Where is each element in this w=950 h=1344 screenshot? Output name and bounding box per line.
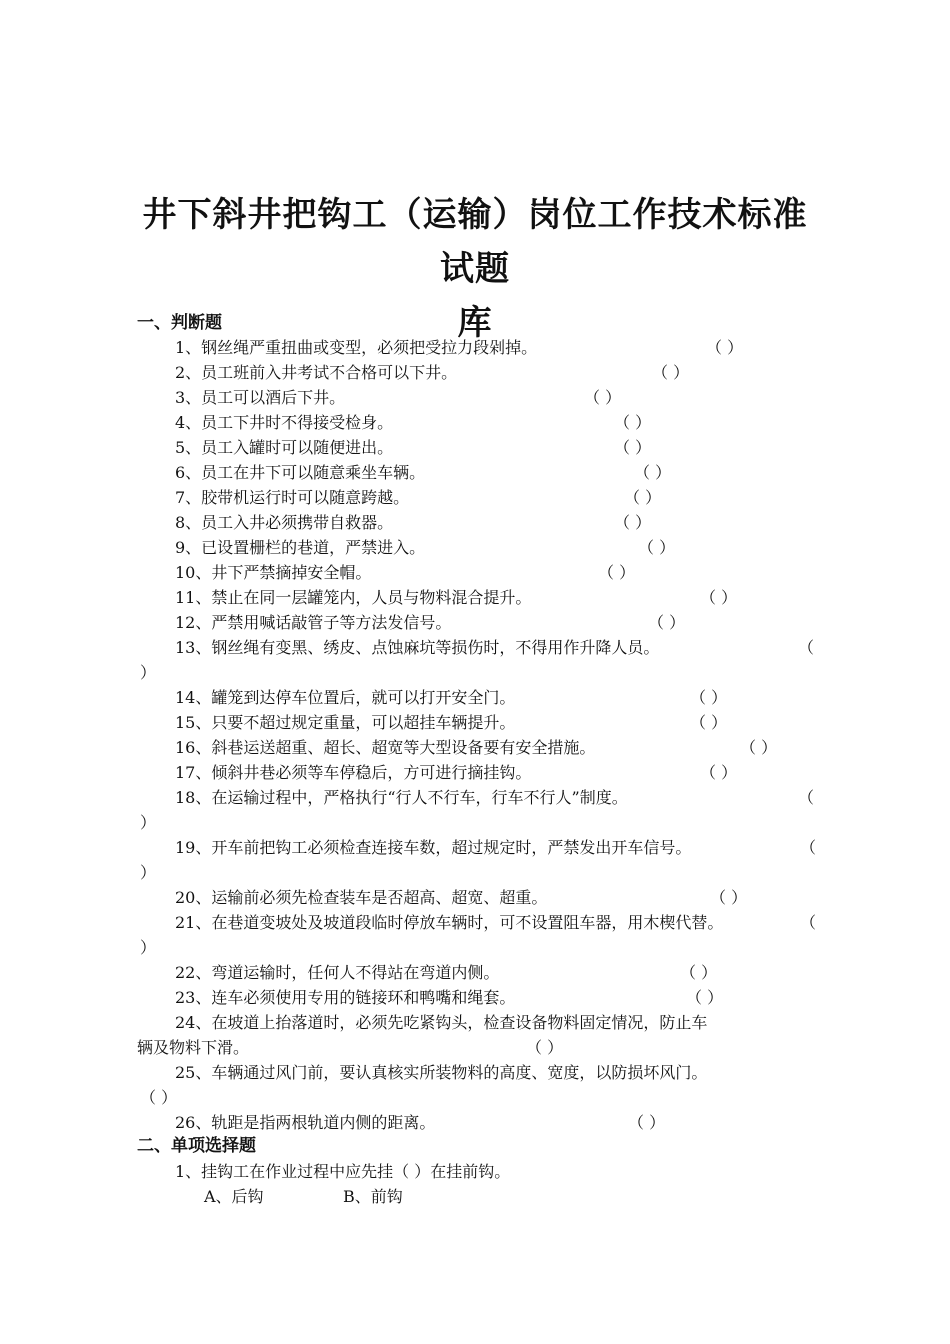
answer-blank-6: （ ） <box>634 463 672 482</box>
question-20: 20、运输前必须先检查装车是否超高、超宽、超重。 <box>175 888 548 907</box>
question-24-continuation: 辆及物料下滑。 <box>137 1038 250 1057</box>
answer-blank-2: （ ） <box>652 363 690 382</box>
choice-question-1: 1、挂钩工在作业过程中应先挂（ ）在挂前钩。 <box>175 1162 511 1181</box>
answer-blank-8: （ ） <box>614 513 652 532</box>
question-10: 10、井下严禁摘掉安全帽。 <box>175 563 372 582</box>
answer-blank-1: （ ） <box>706 338 744 357</box>
choice-option-b: B、前钩 <box>343 1187 403 1206</box>
answer-blank-16: （ ） <box>740 738 778 757</box>
question-12: 12、严禁用喊话敲管子等方法发信号。 <box>175 613 452 632</box>
question-26: 26、轨距是指两根轨道内侧的距离。 <box>175 1113 436 1132</box>
question-15: 15、只要不超过规定重量，可以超挂车辆提升。 <box>175 713 516 732</box>
question-6: 6、员工在井下可以随意乘坐车辆。 <box>175 463 426 482</box>
answer-blank-3: （ ） <box>584 388 622 407</box>
question-19: 19、开车前把钩工必须检查连接车数，超过规定时，严禁发出开车信号。 <box>175 838 692 857</box>
question-24: 24、在坡道上抬落道时，必须先吃紧钩头，检查设备物料固定情况，防止车 <box>175 1013 708 1032</box>
answer-blank-7: （ ） <box>624 488 662 507</box>
answer-blank-17: （ ） <box>700 763 738 782</box>
answer-blank-14: （ ） <box>690 688 728 707</box>
choice-option-a: A、后钩 <box>204 1187 264 1206</box>
answer-blank-18-close: ） <box>140 813 157 832</box>
section-heading-true-false: 一、判断题 <box>137 313 222 333</box>
question-5: 5、员工入罐时可以随便进出。 <box>175 438 394 457</box>
question-8: 8、员工入井必须携带自救器。 <box>175 513 394 532</box>
answer-blank-21-close: ） <box>140 938 157 957</box>
answer-blank-21-open: （ <box>800 913 817 932</box>
section-heading-single-choice: 二、单项选择题 <box>137 1136 256 1156</box>
answer-blank-9: （ ） <box>638 538 676 557</box>
answer-blank-19-close: ） <box>140 863 157 882</box>
answer-blank-15: （ ） <box>690 713 728 732</box>
question-3: 3、员工可以酒后下井。 <box>175 388 346 407</box>
title-line-1: 井下斜井把钩工（运输）岗位工作技术标准试题 <box>142 195 808 289</box>
answer-blank-13-close: ） <box>140 663 157 682</box>
question-17: 17、倾斜井巷必须等车停稳后，方可进行摘挂钩。 <box>175 763 532 782</box>
answer-blank-4: （ ） <box>614 413 652 432</box>
question-7: 7、胶带机运行时可以随意跨越。 <box>175 488 410 507</box>
answer-blank-22: （ ） <box>680 963 718 982</box>
answer-blank-24: （ ） <box>526 1038 564 1057</box>
question-25: 25、车辆通过风门前，要认真核实所装物料的高度、宽度，以防损坏风门。 <box>175 1063 708 1082</box>
question-23: 23、连车必须使用专用的链接环和鸭嘴和绳套。 <box>175 988 516 1007</box>
title-line-2: 库 <box>457 303 493 343</box>
answer-blank-10: （ ） <box>598 563 636 582</box>
question-11: 11、禁止在同一层罐笼内，人员与物料混合提升。 <box>175 588 532 607</box>
answer-blank-20: （ ） <box>710 888 748 907</box>
answer-blank-26: （ ） <box>628 1113 666 1132</box>
page-title <box>130 188 820 350</box>
question-22: 22、弯道运输时，任何人不得站在弯道内侧。 <box>175 963 500 982</box>
question-2: 2、员工班前入井考试不合格可以下井。 <box>175 363 458 382</box>
answer-blank-25: （ ） <box>140 1088 178 1107</box>
question-16: 16、斜巷运送超重、超长、超宽等大型设备要有安全措施。 <box>175 738 596 757</box>
answer-blank-5: （ ） <box>614 438 652 457</box>
question-13: 13、钢丝绳有变黑、绣皮、点蚀麻坑等损伤时，不得用作升降人员。 <box>175 638 660 657</box>
answer-blank-23: （ ） <box>686 988 724 1007</box>
question-18: 18、在运输过程中，严格执行“行人不行车，行车不行人”制度。 <box>175 788 628 807</box>
question-21: 21、在巷道变坡处及坡道段临时停放车辆时，可不设置阻车器，用木楔代替。 <box>175 913 724 932</box>
answer-blank-13-open: （ <box>798 638 815 657</box>
answer-blank-12: （ ） <box>648 613 686 632</box>
answer-blank-18-open: （ <box>798 788 815 807</box>
question-4: 4、员工下井时不得接受检身。 <box>175 413 394 432</box>
answer-blank-11: （ ） <box>700 588 738 607</box>
question-1: 1、钢丝绳严重扭曲或变型，必须把受拉力段剁掉。 <box>175 338 538 357</box>
question-9: 9、已设置栅栏的巷道，严禁进入。 <box>175 538 426 557</box>
answer-blank-19-open: （ <box>800 838 817 857</box>
question-14: 14、罐笼到达停车位置后，就可以打开安全门。 <box>175 688 516 707</box>
